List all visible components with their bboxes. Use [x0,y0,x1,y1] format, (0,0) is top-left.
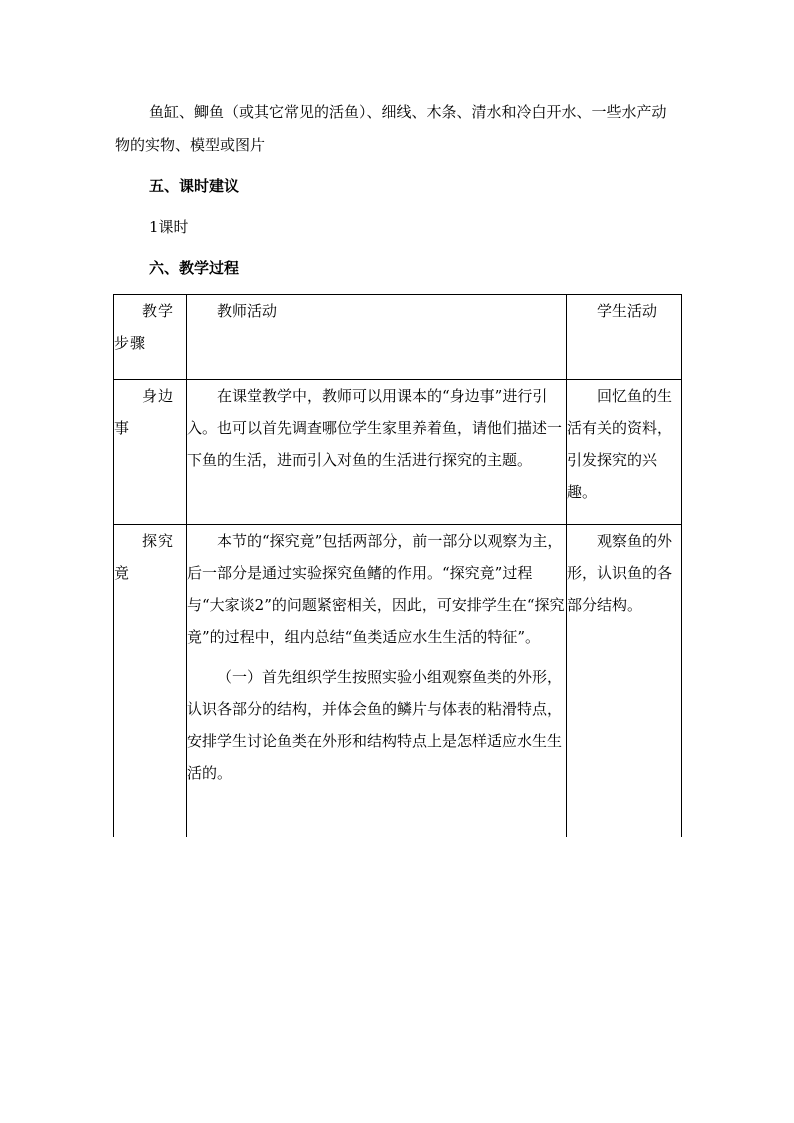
section-5-heading: 五、课时建议 [149,177,240,195]
header-teacher: 教师活动 [187,295,567,380]
row-student-activity: 观察鱼的外形，认识鱼的各部分结构。 [567,525,682,838]
section-6-heading: 六、教学过程 [149,259,240,277]
row-step: 探究竟 [114,525,187,838]
table-row [114,525,682,838]
table-row [114,380,682,525]
teacher-paragraph: （一）首先组织学生按照实验小组观察鱼类的外形，认识各部分的结构，并体会鱼的鳞片与体表的粘滑特点，安排学生讨论鱼类在外形和结构特点上是怎样适应水生生活的。 [187,668,563,782]
teacher-paragraph: 本节的“探究竟”包括两部分，前一部分以观察为主，后一部分是通过实验探究鱼鳍的作用。“探究竟”过程与“大家谈2”的问题紧密相关，因此，可安排学生在“探究竟”的过程中，组内总结“鱼类适应水生生活的特征”。 [187,532,565,646]
materials-paragraph: 鱼缸、鲫鱼（或其它常见的活鱼）、细线、木条、清水和冷白开水、一些水产动物的实物、模型或图片 [115,103,667,154]
header-student: 学生活动 [567,295,682,380]
section-5-content: 1课时 [149,218,189,236]
row-student-activity: 回忆鱼的生活有关的资料，引发探究的兴趣。 [567,380,682,525]
header-step: 教学步骤 [114,295,187,380]
row-teacher-activity [187,525,567,838]
table-header-row [114,295,682,380]
teacher-paragraph: 在课堂教学中，教师可以用课本的“身边事”进行引入。也可以首先调查哪位学生家里养着鱼，请他们描述一下鱼的生活，进而引入对鱼的生活进行探究的主题。 [187,387,563,469]
row-teacher-activity [187,380,567,525]
row-step: 身边事 [114,380,187,525]
teaching-process-table [113,294,682,837]
